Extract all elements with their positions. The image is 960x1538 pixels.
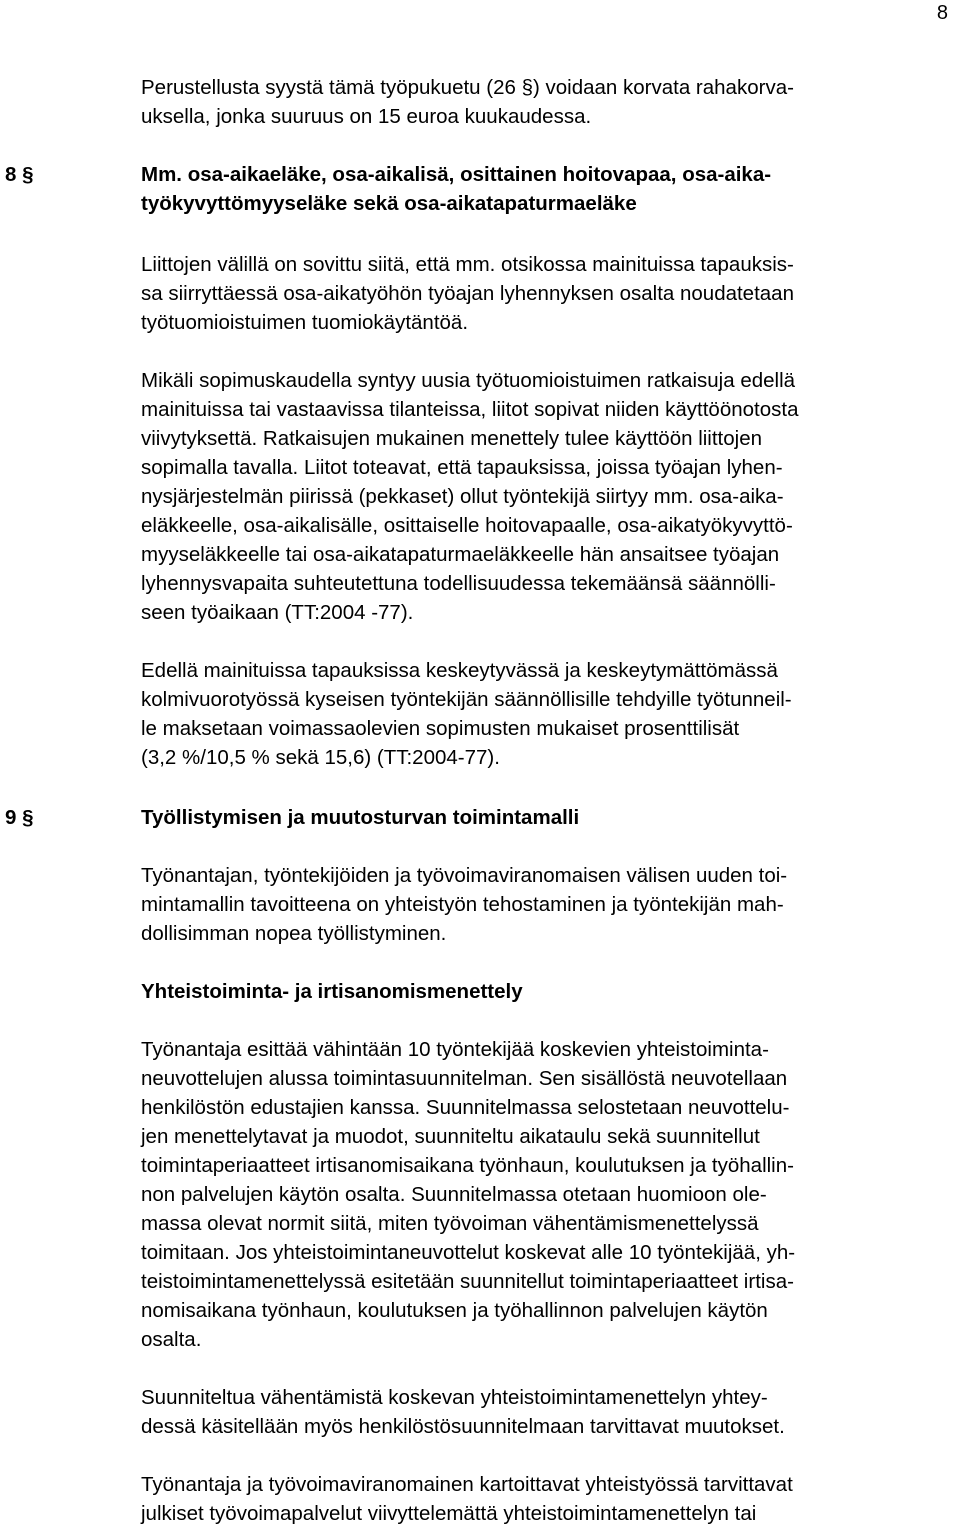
text-line: Liittojen välillä on sovittu siitä, että mm. otsikossa mainituissa tapauksis- bbox=[141, 253, 794, 276]
text-line: Perustellusta syystä tämä työpukuetu (26 §) voidaan korvata rahakorva- bbox=[141, 76, 794, 99]
text-line: mintamallin tavoitteena on yhteistyön tehostaminen ja työntekijän mah- bbox=[141, 893, 784, 916]
text-line: osalta. bbox=[141, 1328, 202, 1351]
text-line: neuvottelujen alussa toimintasuunnitelman. Sen sisällöstä neuvotellaan bbox=[141, 1067, 788, 1090]
subheading: Yhteistoiminta- ja irtisanomismenettely bbox=[141, 980, 523, 1003]
text-line: viivytyksettä. Ratkaisujen mukainen menettely tulee käyttöön liittojen bbox=[141, 427, 763, 450]
text-line: dollisimman nopea työllistyminen. bbox=[141, 922, 447, 945]
text-line: massa olevat normit siitä, miten työvoiman vähentämismenettelyssä bbox=[141, 1212, 759, 1235]
text-line: seen työaikaan (TT:2004 -77). bbox=[141, 601, 414, 624]
text-line: mainituissa tai vastaavissa tilanteissa, liitot sopivat niiden käyttöönotosta bbox=[141, 398, 799, 421]
text-line: kolmivuorotyössä kyseisen työntekijän säännöllisille tehdyille työtunneil- bbox=[141, 688, 792, 711]
text-line: non palvelujen käytön osalta. Suunnitelmassa otetaan huomioon ole- bbox=[141, 1183, 767, 1206]
section-number: 9 § bbox=[5, 806, 34, 829]
text-line: julkiset työvoimapalvelut viivyttelemättä yhteistoimintamenettelyn tai bbox=[141, 1502, 757, 1525]
text-line: toimintaperiaatteet irtisanomisaikana työnhaun, koulutuksen ja työhallin- bbox=[141, 1154, 794, 1177]
text-line: Työnantaja ja työvoimaviranomainen kartoittavat yhteistyössä tarvittavat bbox=[141, 1473, 793, 1496]
page-number: 8 bbox=[936, 2, 948, 24]
text-line: sa siirryttäessä osa-aikatyöhön työajan lyhennyksen osalta noudatetaan bbox=[141, 282, 794, 305]
text-line: teistoimintamenettelyssä esitetään suunnitellut toimintaperiaatteet irtisa- bbox=[141, 1270, 794, 1293]
text-line: uksella, jonka suuruus on 15 euroa kuukaudessa. bbox=[141, 105, 592, 128]
text-line: dessä käsitellään myös henkilöstösuunnitelmaan tarvittavat muutokset. bbox=[141, 1415, 785, 1438]
text-line: Mikäli sopimuskaudella syntyy uusia työtuomioistuimen ratkaisuja edellä bbox=[141, 369, 796, 392]
text-line: toimitaan. Jos yhteistoimintaneuvottelut koskevat alle 10 työntekijää, yh- bbox=[141, 1241, 796, 1264]
text-line: eläkkeelle, osa-aikalisälle, osittaiselle hoitovapaalle, osa-aikatyökyvyttö- bbox=[141, 514, 793, 537]
section-title: Mm. osa-aikaeläke, osa-aikalisä, osittainen hoitovapaa, osa-aika- bbox=[141, 163, 772, 186]
text-line: myyseläkkeelle tai osa-aikatapaturmaeläkkeelle hän ansaitsee työajan bbox=[141, 543, 780, 566]
text-line: sopimalla tavalla. Liitot toteavat, että tapauksissa, joissa työajan lyhen- bbox=[141, 456, 783, 479]
text-line: Suunniteltua vähentämistä koskevan yhteistoimintamenettelyn yhtey- bbox=[141, 1386, 768, 1409]
text-line: Työnantajan, työntekijöiden ja työvoimaviranomaisen välisen uuden toi- bbox=[141, 864, 788, 887]
section-number: 8 § bbox=[5, 163, 34, 186]
section-title: Työllistymisen ja muutosturvan toimintamalli bbox=[141, 806, 580, 829]
text-line: työtuomioistuimen tuomiokäytäntöä. bbox=[141, 311, 469, 334]
text-line: (3,2 %/10,5 % sekä 15,6) (TT:2004-77). bbox=[141, 746, 500, 769]
text-line: henkilöstön edustajien kanssa. Suunnitelmassa selostetaan neuvottelu- bbox=[141, 1096, 790, 1119]
text-line: Edellä mainituissa tapauksissa keskeytyvässä ja keskeytymättömässä bbox=[141, 659, 778, 682]
text-line: lyhennysvapaita suhteutettuna todellisuudessa tekemäänsä säännölli- bbox=[141, 572, 776, 595]
text-line: Työnantaja esittää vähintään 10 työntekijää koskevien yhteistoiminta- bbox=[141, 1038, 769, 1061]
text-line: jen menettelytavat ja muodot, suunniteltu aikataulu sekä suunnitellut bbox=[141, 1125, 760, 1148]
text-line: le maksetaan voimassaolevien sopimusten mukaiset prosenttilisät bbox=[141, 717, 740, 740]
text-line: nomisaikana työnhaun, koulutuksen ja työhallinnon palvelujen käytön bbox=[141, 1299, 768, 1322]
text-line: nysjärjestelmän piirissä (pekkaset) ollut työntekijä siirtyy mm. osa-aika- bbox=[141, 485, 784, 508]
section-title: työkyvyttömyyseläke sekä osa-aikatapaturmaeläke bbox=[141, 192, 637, 215]
